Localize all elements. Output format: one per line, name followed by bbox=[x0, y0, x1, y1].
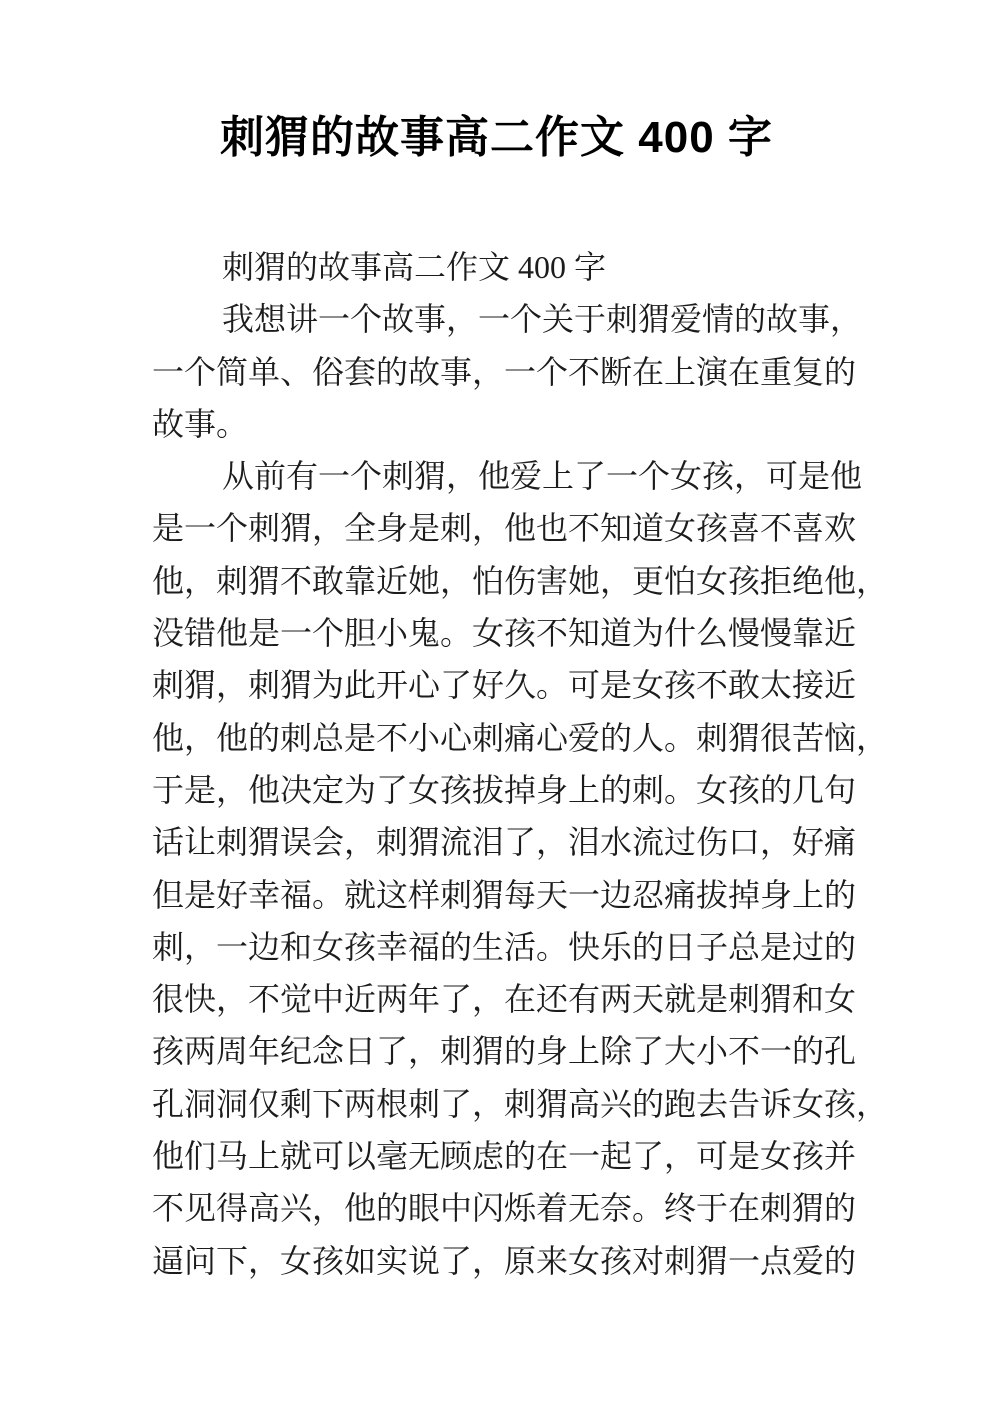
text-line: 他，刺猬不敢靠近她，怕伤害她，更怕女孩拒绝他， bbox=[152, 562, 889, 599]
text-line: 一个简单、俗套的故事，一个不断在上演在重复的 bbox=[152, 353, 857, 390]
text-line: 逼问下，女孩如实说了，原来女孩对刺猬一点爱的 bbox=[152, 1242, 857, 1279]
text-line: 从前有一个刺猬，他爱上了一个女孩，可是他 bbox=[222, 458, 863, 495]
text-line: 孩两周年纪念日了，刺猬的身上除了大小不一的孔 bbox=[152, 1033, 857, 1070]
text-line: 故事。 bbox=[152, 405, 249, 442]
text-line: 他们马上就可以毫无顾虑的在一起了，可是女孩并 bbox=[152, 1138, 857, 1175]
text-line: 话让刺猬误会，刺猬流泪了，泪水流过伤口，好痛 bbox=[152, 824, 857, 861]
text-line: 不见得高兴，他的眼中闪烁着无奈。终于在刺猬的 bbox=[152, 1190, 857, 1227]
text-line: 是一个刺猬，全身是刺，他也不知道女孩喜不喜欢 bbox=[152, 510, 857, 547]
text-line: 没错他是一个胆小鬼。女孩不知道为什么慢慢靠近 bbox=[152, 615, 857, 652]
document-title: 刺猬的故事高二作文 400 字 bbox=[220, 113, 773, 162]
text-line: 刺猬，刺猬为此开心了好久。可是女孩不敢太接近 bbox=[152, 667, 857, 704]
text-line: 孔洞洞仅剩下两根刺了，刺猬高兴的跑去告诉女孩， bbox=[152, 1085, 889, 1122]
text-line: 我想讲一个故事，一个关于刺猬爱情的故事， bbox=[222, 301, 863, 338]
text-line: 很快，不觉中近两年了，在还有两天就是刺猬和女 bbox=[152, 981, 857, 1018]
text-line: 刺，一边和女孩幸福的生活。快乐的日子总是过的 bbox=[152, 928, 857, 965]
text-line: 刺猬的故事高二作文 400 字 bbox=[222, 249, 607, 285]
text-line: 于是，他决定为了女孩拔掉身上的刺。女孩的几句 bbox=[152, 771, 857, 808]
document-body bbox=[152, 241, 889, 1287]
text-line: 他，他的刺总是不小心刺痛心爱的人。刺猬很苦恼， bbox=[152, 719, 889, 756]
text-line: 但是好幸福。就这样刺猬每天一边忍痛拔掉身上的 bbox=[152, 876, 857, 913]
